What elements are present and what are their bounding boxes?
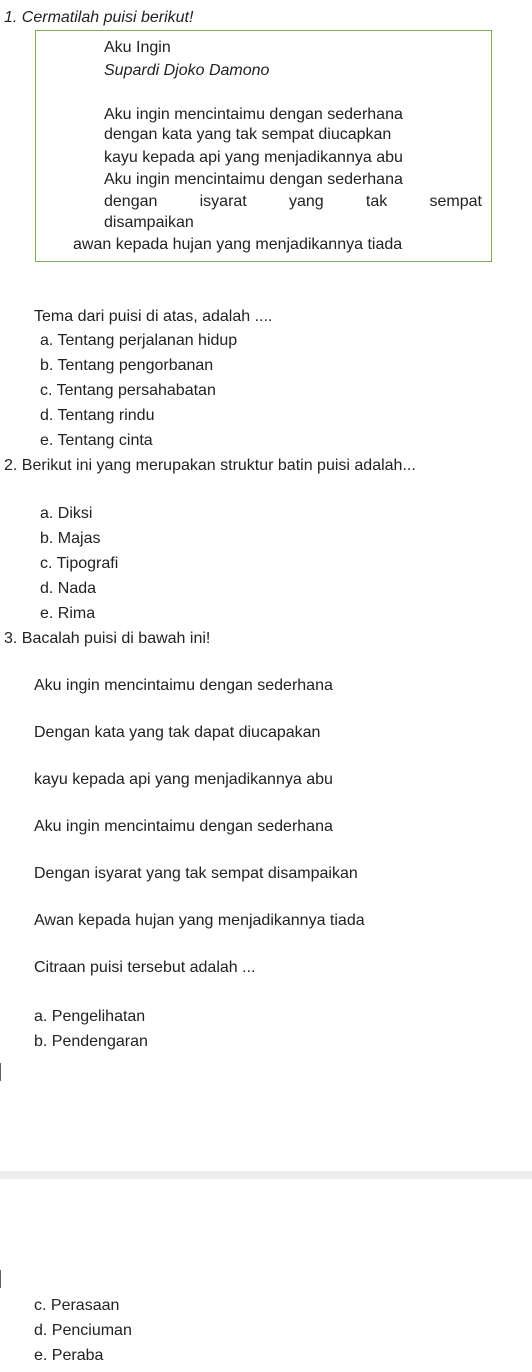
poem-author: Supardi Djoko Damono [104, 62, 270, 79]
text-cursor [0, 1063, 1, 1081]
option-3c[interactable]: c. Perasaan [34, 1297, 120, 1314]
text-cursor [0, 1270, 1, 1288]
poem-3-line: kayu kepada api yang menjadikannya abu [34, 771, 333, 788]
poem-line: kayu kepada api yang menjadikannya abu [104, 149, 403, 166]
option-1a[interactable]: a. Tentang perjalanan hidup [40, 332, 238, 349]
page-break [0, 1171, 532, 1179]
option-2a[interactable]: a. Diksi [40, 505, 93, 522]
poem-line-justified [104, 192, 482, 212]
option-3d[interactable]: d. Penciuman [34, 1322, 132, 1339]
poem-3-line: Aku ingin mencintaimu dengan sederhana [34, 818, 333, 835]
poem-title: Aku Ingin [104, 39, 171, 56]
option-1c[interactable]: c. Tentang persahabatan [40, 382, 216, 399]
option-3b[interactable]: b. Pendengaran [34, 1033, 148, 1050]
question-1-heading: 1. Cermatilah puisi berikut! [4, 9, 194, 26]
question-2-text: 2. Berikut ini yang merupakan struktur batin puisi adalah... [4, 457, 416, 474]
option-1e[interactable]: e. Tentang cinta [40, 432, 153, 449]
poem-word: dengan [104, 193, 158, 210]
poem-3-line: Dengan kata yang tak dapat diucapakan [34, 724, 321, 741]
option-3a[interactable]: a. Pengelihatan [34, 1008, 146, 1025]
poem-word: sempat [429, 193, 482, 210]
question-3-heading: 3. Bacalah puisi di bawah ini! [4, 630, 211, 647]
option-2b[interactable]: b. Majas [40, 530, 101, 547]
poem-line: Aku ingin mencintaimu dengan sederhana [104, 171, 403, 188]
poem-3-line: Awan kepada hujan yang menjadikannya tiada [34, 912, 365, 929]
question-3-text: Citraan puisi tersebut adalah ... [34, 959, 256, 976]
option-3e[interactable]: e. Peraba [34, 1347, 104, 1364]
option-2c[interactable]: c. Tipografi [40, 555, 119, 572]
poem-line: dengan kata yang tak sempat diucapkan [104, 126, 392, 143]
poem-3-line: Dengan isyarat yang tak sempat disampaikan [34, 865, 358, 882]
poem-line-last: awan kepada hujan yang menjadikannya tiada [73, 236, 403, 253]
option-1d[interactable]: d. Tentang rindu [40, 407, 155, 424]
poem-line: disampaikan [104, 214, 194, 231]
poem-word: tak [365, 193, 388, 210]
poem-line: Aku ingin mencintaimu dengan sederhana [104, 106, 403, 123]
poem-3-line: Aku ingin mencintaimu dengan sederhana [34, 677, 333, 694]
option-2d[interactable]: d. Nada [40, 580, 97, 597]
poem-word: isyarat [199, 193, 247, 210]
question-1-text: Tema dari puisi di atas, adalah .... [34, 308, 273, 325]
option-1b[interactable]: b. Tentang pengorbanan [40, 357, 214, 374]
option-2e[interactable]: e. Rima [40, 605, 96, 622]
poem-word: yang [288, 193, 324, 210]
